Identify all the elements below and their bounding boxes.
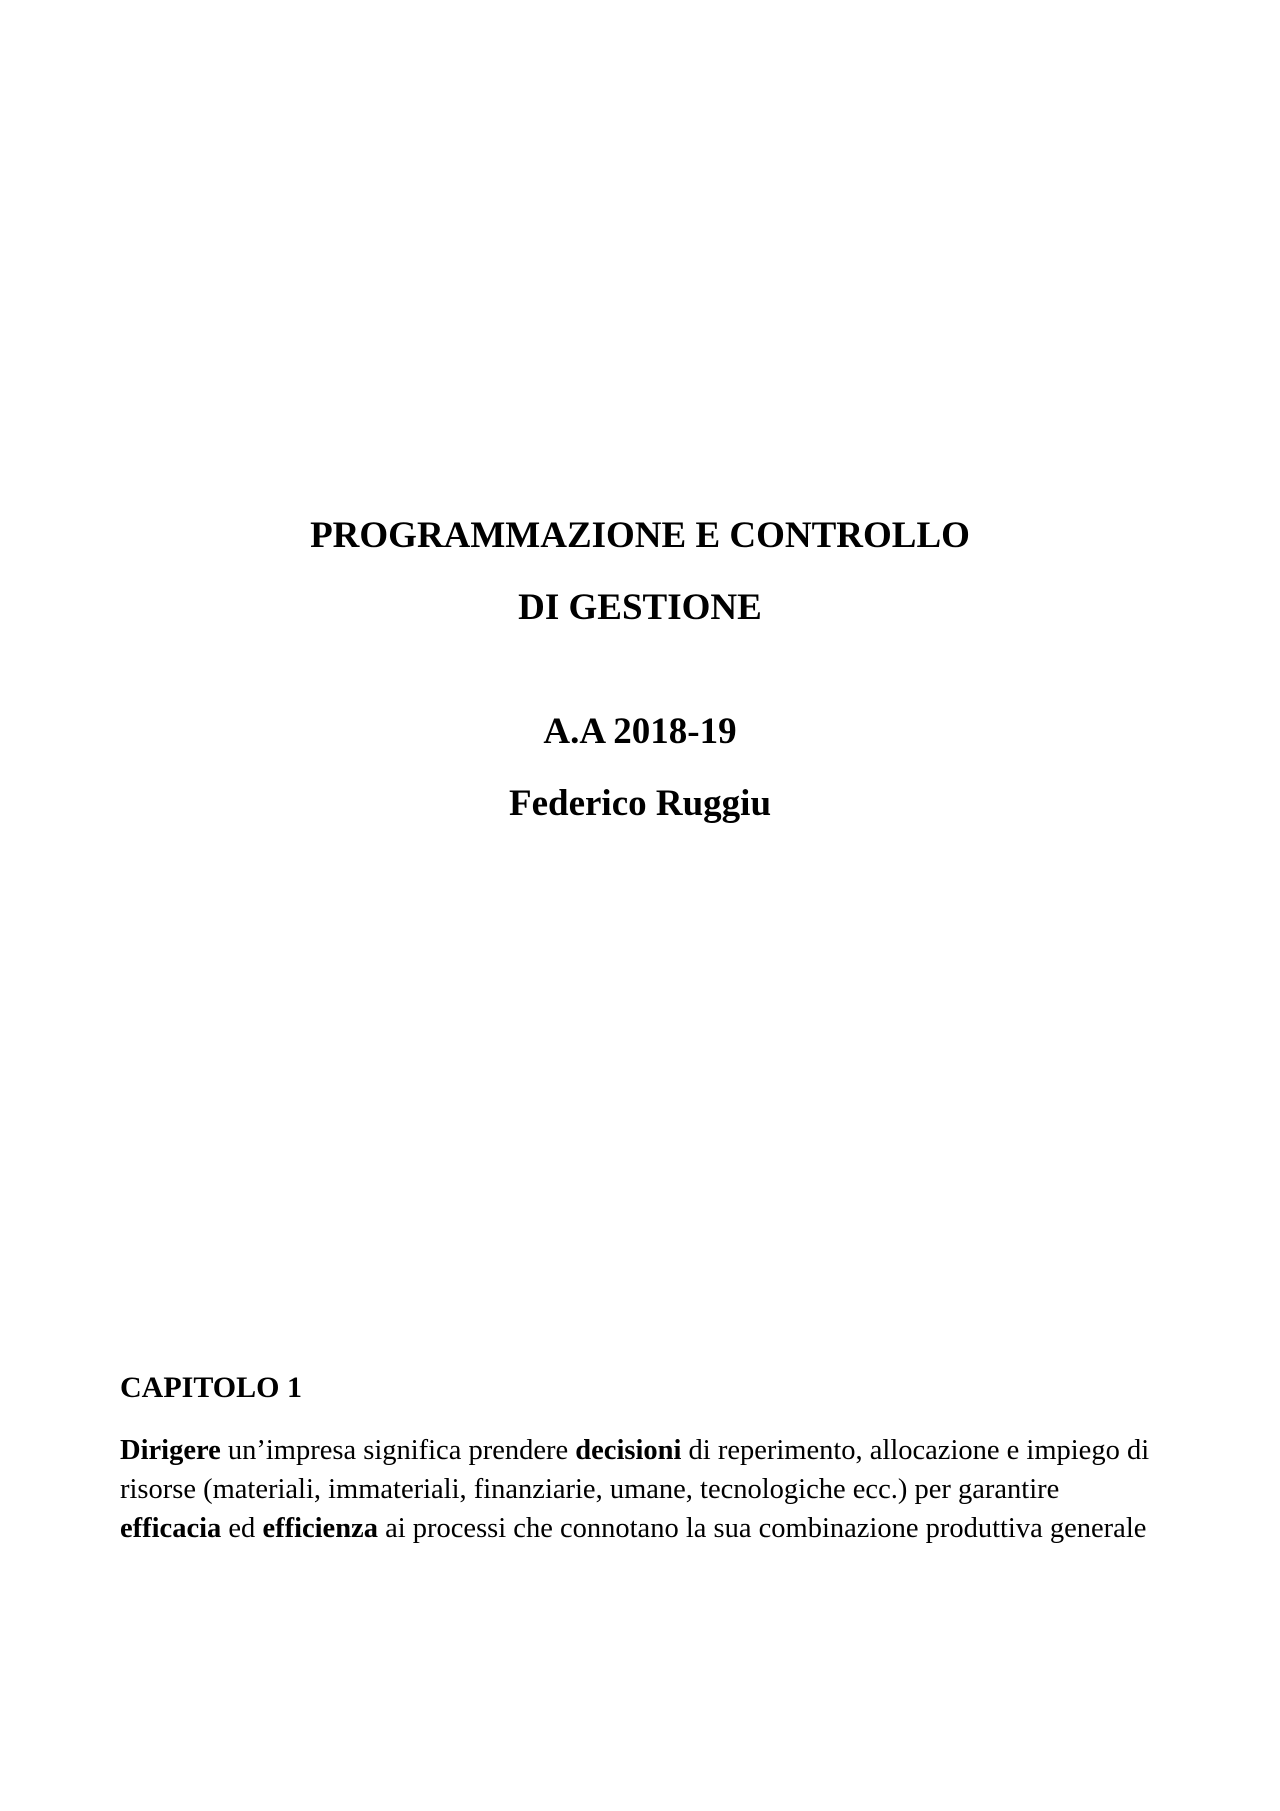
paragraph-text-3: ed <box>221 1513 263 1544</box>
document-title-line-1: PROGRAMMAZIONE E CONTROLLO <box>310 515 970 556</box>
bold-term-decisioni: decisioni <box>575 1435 682 1466</box>
academic-year: A.A 2018-19 <box>543 711 737 752</box>
bold-term-dirigere: Dirigere <box>120 1435 221 1466</box>
bold-term-efficacia: efficacia <box>120 1513 222 1544</box>
document-title-line-2: DI GESTIONE <box>518 587 762 628</box>
bold-term-efficienza: efficienza <box>262 1513 378 1544</box>
body-paragraph <box>120 1431 1165 1548</box>
paragraph-text-2: di reperimento, allocazione e impiego di risorse (materiali, immateriali, finanziarie, umane, tecnologiche ecc.) per garantire <box>120 1435 1150 1505</box>
paragraph-text-1: un’impresa significa prendere <box>220 1435 576 1466</box>
paragraph-text-4: ai processi che connotano la sua combinazione produttiva generale <box>377 1513 1147 1544</box>
chapter-heading: CAPITOLO 1 <box>120 1371 302 1404</box>
author-name: Federico Ruggiu <box>508 783 772 824</box>
